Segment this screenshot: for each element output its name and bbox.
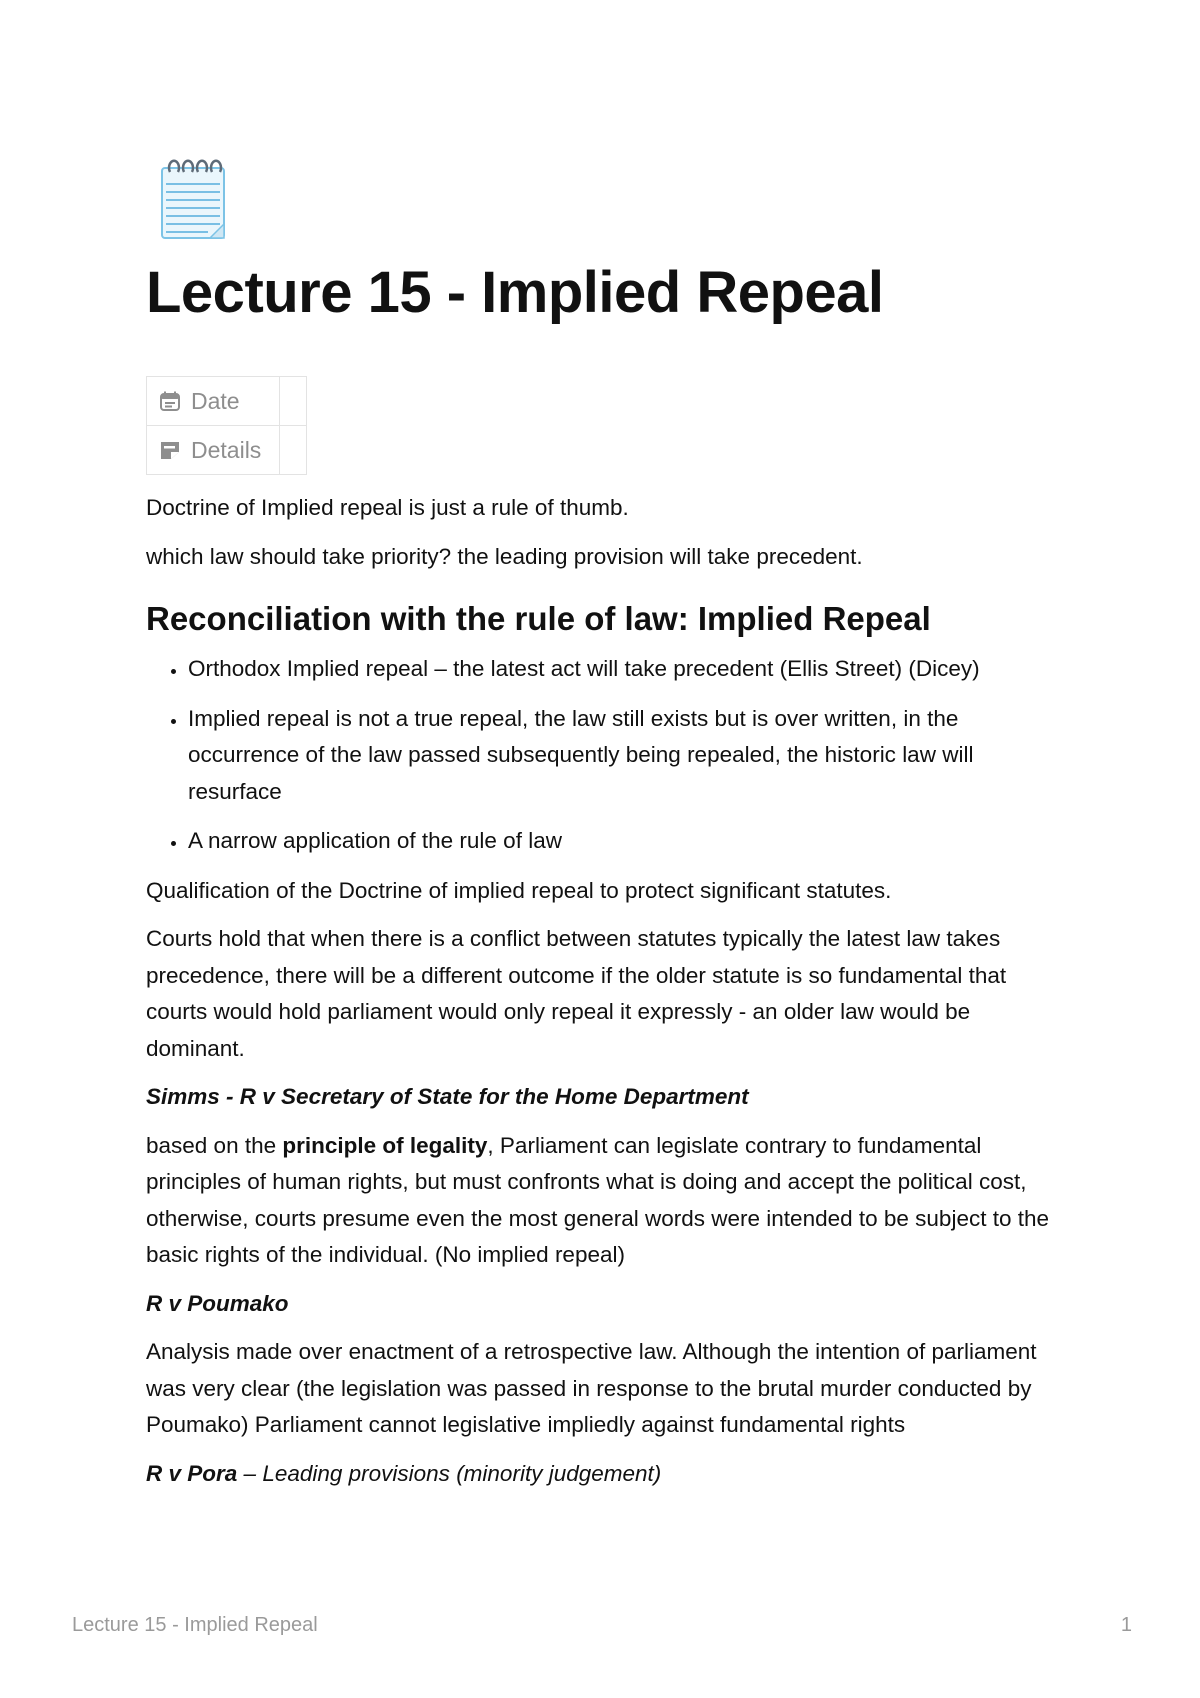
- pora-line: [146, 1456, 1066, 1493]
- page-content: [146, 490, 1066, 1504]
- page-number: 1: [1120, 1614, 1132, 1636]
- page-title: Lecture 15 - Implied Repeal: [146, 260, 884, 325]
- property-label-details: Details: [191, 436, 262, 463]
- property-row-details[interactable]: [147, 426, 307, 475]
- case-heading-pora: R v Pora: [146, 1460, 238, 1486]
- courts-paragraph: Courts hold that when there is a conflict between statutes typically the latest law takes precedence, there will be a different outcome if the older statute is so fundamental that courts would hold parliament would only repeal it expressly - an older law would be dominant.: [146, 926, 1007, 1061]
- properties-table: [146, 376, 307, 475]
- section-heading: Reconciliation with the rule of law: Implied Repeal: [146, 600, 931, 637]
- simms-text-before: based on the: [146, 1132, 283, 1158]
- calendar-icon: [159, 390, 181, 412]
- pora-subtitle: – Leading provisions (minority judgement): [237, 1460, 662, 1486]
- text-lines-icon: [159, 439, 181, 461]
- property-value-details[interactable]: [280, 426, 307, 475]
- footer-title: Lecture 15 - Implied Repeal: [72, 1614, 318, 1636]
- simms-paragraph: [146, 1128, 1066, 1274]
- intro-paragraph: Doctrine of Implied repeal is just a rule of thumb.: [146, 495, 629, 520]
- property-label-date: Date: [191, 387, 240, 414]
- list-item: • A narrow application of the rule of law: [188, 823, 1066, 860]
- list-item: • Implied repeal is not a true repeal, the law still exists but is over written, in the occurrence of the law passed subsequently being repealed, the historic law will resurface: [188, 701, 1066, 811]
- case-heading-simms: Simms - R v Secretary of State for the Home Department: [146, 1084, 749, 1109]
- qualification-paragraph: Qualification of the Doctrine of implied repeal to protect significant statutes.: [146, 877, 892, 903]
- poumako-paragraph: Analysis made over enactment of a retrospective law. Although the intention of parliament was very clear (the legislation was passed in response to the brutal murder conducted by Poumako) Parliament cannot legislative impliedly against fundamental rights: [146, 1339, 1037, 1437]
- case-heading-poumako: R v Poumako: [146, 1290, 289, 1316]
- intro-paragraph: which law should take priority? the leading provision will take precedent.: [146, 543, 863, 569]
- simms-bold-term: principle of legality: [282, 1132, 488, 1158]
- list-item: • Orthodox Implied repeal – the latest act will take precedent (Ellis Street) (Dicey): [188, 651, 1066, 688]
- property-value-date[interactable]: [280, 377, 307, 426]
- spiral-notepad-icon: [158, 158, 230, 242]
- bullet-list: [146, 651, 1066, 860]
- simms-text-after: , Parliament can legislate contrary to fundamental principles of human rights, but must confronts what is doing and accept the political cost, otherwise, courts presume even the most general words were intended to be subject to the basic rights of the individual. (No implied repeal): [146, 1132, 1049, 1267]
- property-row-date[interactable]: [147, 377, 307, 426]
